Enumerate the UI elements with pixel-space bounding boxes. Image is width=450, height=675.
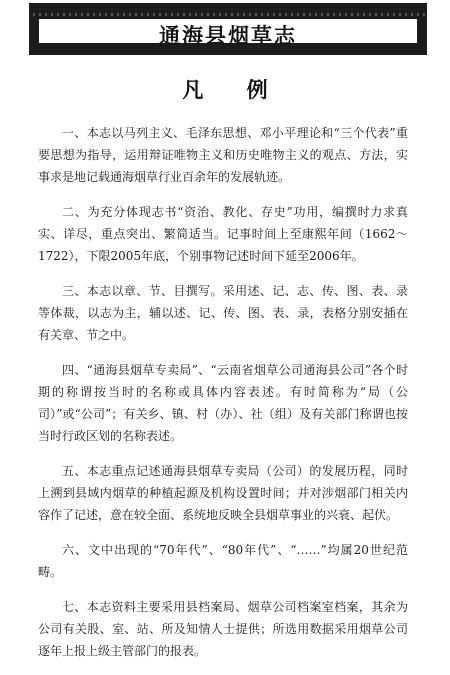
title-banner-frame (37, 17, 419, 48)
paragraph-6: 六、文中出现的“70年代”、“80年代”、“……”均属20世纪范畴。 (38, 543, 408, 579)
paragraph-4: 四、“通海县烟草专卖局”、“云南省烟草公司通海县公司”各个时期的称谓按当时的名称或具体内容表述。有时简称为“局（公司）”或“公司”；有关乡、镇、村（办）、社（组）及有关部门称谓也按当时行政区划的名称表述。 (38, 363, 408, 443)
paragraph-7: 七、本志资料主要采用县档案局、烟草公司档案室档案，其余为公司有关股、室、站、所及知情人士提供；所选用数据采用烟草公司逐年上报上级主管部门的报表。 (38, 600, 408, 658)
title-banner (29, 3, 427, 55)
body-text (38, 122, 408, 675)
paragraph-1: 一、本志以马列主义、毛泽东思想、邓小平理论和“三个代表”重要思想为指导，运用辩证唯物主义和历史唯物主义的观点、方法，实事求是地记载通海烟草行业百余年的发展轨迹。 (38, 126, 408, 184)
paragraph-5: 五、本志重点记述通海县烟草专卖局（公司）的发展历程，同时上溯到县域内烟草的种植起源及机构设置时间；并对涉烟部门相关内容作了记述，意在较全面、系统地反映全县烟草事业的兴衰、起伏。 (38, 464, 408, 522)
section-heading: 凡 例 (182, 77, 286, 102)
paragraph-3: 三、本志以章、节、目撰写。采用述、记、志、传、图、表、录等体裁，以志为主，辅以述、记、传、图、表、录，表格分别安插在有关章、节之中。 (38, 284, 408, 342)
book-title: 通海县烟草志 (159, 24, 297, 48)
paragraph-2: 二、为充分体现志书“资治、教化、存史”功用，编撰时力求真实、详尽，重点突出、繁简适当。记事时间上至康熙年间（1662～1722），下限2005年底，个别事物记述时间下延至2006年。 (38, 205, 408, 263)
